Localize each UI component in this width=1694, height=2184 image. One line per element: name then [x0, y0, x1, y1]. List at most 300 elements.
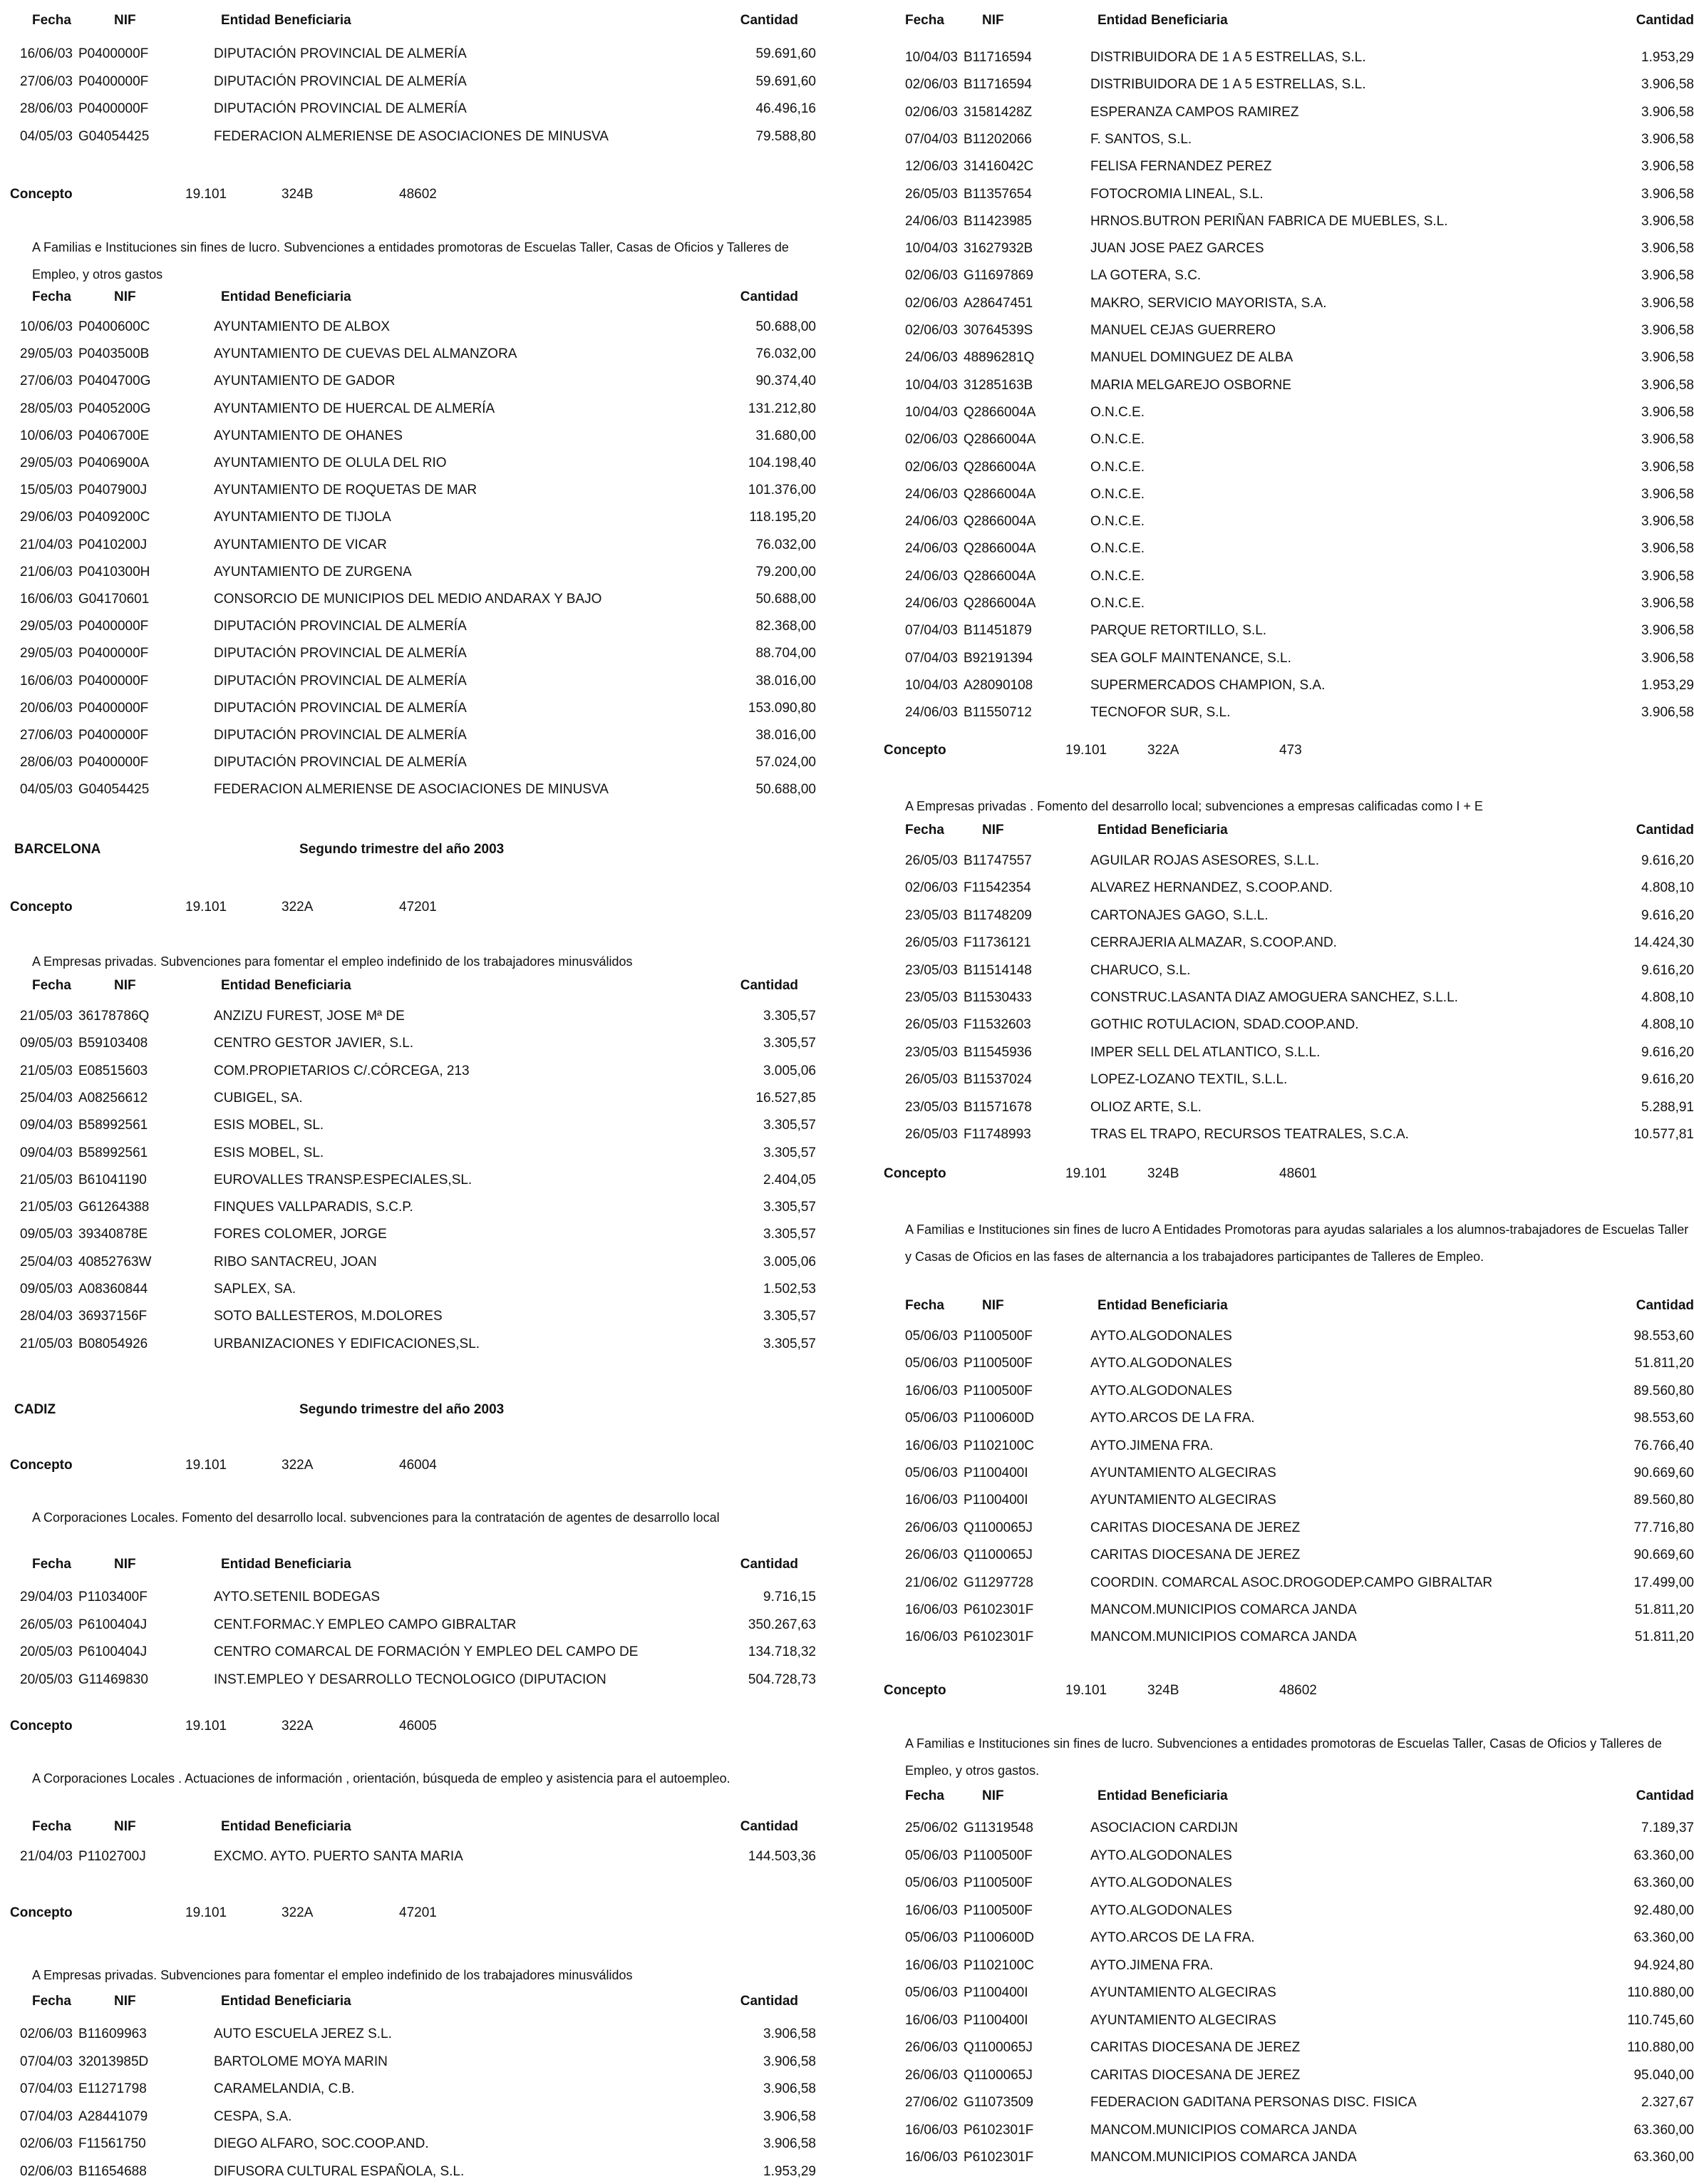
header-fecha: Fecha: [32, 289, 71, 304]
cell-nif: P0400000F: [78, 755, 149, 771]
cell-cantidad: 3.906,58: [1641, 131, 1694, 147]
cell-nif: F11542354: [964, 880, 1031, 896]
table-row: [884, 959, 1694, 983]
header-nif: NIF: [982, 823, 1004, 838]
cell-entidad: AYUNTAMIENTO DE ROQUETAS DE MAR: [214, 483, 477, 498]
cell-nif: B11514148: [964, 962, 1032, 978]
table-row: [884, 1461, 1694, 1485]
table-row: [884, 2091, 1694, 2115]
table-row: [0, 1613, 841, 1637]
cell-nif: P6100404J: [78, 1644, 148, 1659]
cell-fecha: 29/05/03: [20, 619, 73, 634]
concept-line: [0, 1453, 841, 1478]
header-entidad: Entidad Beneficiaria: [1098, 1298, 1228, 1313]
cell-cantidad: 3.906,58: [1641, 486, 1694, 502]
cell-fecha: 24/06/03: [905, 486, 958, 502]
table-row: [884, 931, 1694, 955]
cell-cantidad: 63.360,00: [1633, 1930, 1694, 1945]
cell-entidad: AYTO.ALGODONALES: [1090, 1356, 1232, 1371]
header-cantidad: Cantidad: [740, 13, 798, 28]
cell-nif: B11716594: [964, 50, 1032, 65]
cell-nif: 40852763W: [78, 1254, 152, 1269]
cell-fecha: 24/06/03: [905, 350, 958, 366]
cell-fecha: 15/05/03: [20, 483, 73, 498]
cell-fecha: 24/06/03: [905, 705, 958, 721]
cell-fecha: 21/06/03: [20, 564, 73, 580]
header-nif: NIF: [982, 1788, 1004, 1803]
cell-entidad: AYTO.ALGODONALES: [1090, 1875, 1232, 1890]
table-row: [884, 674, 1694, 698]
cell-cantidad: 131.212,80: [748, 401, 816, 416]
table-row: [0, 2105, 841, 2129]
cell-fecha: 02/06/03: [20, 2163, 73, 2179]
table-row: [884, 1816, 1694, 1840]
table-row: [884, 210, 1694, 234]
header-fecha: Fecha: [905, 1298, 944, 1313]
header-nif: NIF: [114, 978, 136, 993]
cell-nif: A08256612: [78, 1090, 148, 1106]
table-row: [0, 397, 841, 421]
cell-nif: B11202066: [964, 131, 1032, 147]
cell-cantidad: 4.808,10: [1641, 1017, 1694, 1033]
cell-nif: P1100500F: [964, 1356, 1033, 1371]
cell-cantidad: 10.577,81: [1633, 1127, 1694, 1142]
concept-program: 322A: [282, 1905, 314, 1920]
header-cantidad: Cantidad: [740, 978, 798, 993]
table-row: [884, 1871, 1694, 1895]
cell-fecha: 02/06/03: [905, 880, 958, 896]
cell-entidad: ESIS MOBEL, SL.: [214, 1118, 324, 1133]
table-row: [0, 533, 841, 557]
table-row: [884, 537, 1694, 561]
cell-nif: P6102301F: [964, 2150, 1034, 2165]
cell-entidad: DIPUTACIÓN PROVINCIAL DE ALMERÍA: [214, 728, 467, 743]
cell-fecha: 20/06/03: [20, 700, 73, 716]
cell-fecha: 02/06/03: [20, 2026, 73, 2041]
cell-cantidad: 90.669,60: [1633, 1466, 1694, 1480]
cell-entidad: O.N.C.E.: [1090, 514, 1145, 530]
cell-cantidad: 89.560,80: [1633, 1493, 1694, 1508]
header-entidad: Entidad Beneficiaria: [1098, 1788, 1228, 1803]
table-row: [884, 876, 1694, 900]
cell-nif: 36178786Q: [78, 1009, 150, 1024]
cell-nif: P1100400I: [964, 2012, 1028, 2028]
cell-fecha: 04/05/03: [20, 128, 73, 144]
concept-description: A Familias e Instituciones sin fines de lucro. Subvenciones a entidades promotoras de Escuelas Taller, Casas de Oficios y Talleres de Empleo, y otros gastos.: [905, 1736, 1662, 1778]
cell-fecha: 26/05/03: [905, 853, 958, 868]
concept-line: [884, 738, 1694, 763]
table-row: [0, 1845, 841, 1869]
table-row: [0, 70, 841, 94]
cell-fecha: 10/04/03: [905, 241, 958, 257]
cell-nif: B58992561: [78, 1145, 148, 1160]
cell-cantidad: 3.305,57: [763, 1118, 816, 1133]
header-cantidad: Cantidad: [740, 1819, 798, 1834]
cell-entidad: LOPEZ-LOZANO TEXTIL, S.L.L.: [1090, 1072, 1288, 1088]
table-header: [884, 9, 1694, 33]
cell-nif: B11747557: [964, 853, 1032, 868]
cell-entidad: AYUNTAMIENTO ALGECIRAS: [1090, 2012, 1276, 2028]
cell-fecha: 02/06/03: [905, 459, 958, 475]
cell-entidad: AYUNTAMIENTO DE HUERCAL DE ALMERÍA: [214, 401, 495, 416]
table-row: [884, 904, 1694, 928]
cell-entidad: CARTONAJES GAGO, S.L.L.: [1090, 907, 1269, 923]
cell-nif: 30764539S: [964, 323, 1033, 338]
cell-cantidad: 4.808,10: [1641, 990, 1694, 1005]
cell-nif: 48896281Q: [964, 350, 1035, 366]
header-cantidad: Cantidad: [1636, 823, 1694, 838]
table-row: [884, 483, 1694, 507]
cell-nif: 32013985D: [78, 2054, 149, 2069]
cell-cantidad: 3.005,06: [763, 1063, 816, 1078]
table-row: [884, 182, 1694, 207]
table-row: [0, 315, 841, 339]
cell-entidad: AYTO.JIMENA FRA.: [1090, 1957, 1214, 1973]
cell-nif: P6102301F: [964, 1629, 1034, 1645]
cell-cantidad: 1.953,29: [1641, 677, 1694, 693]
cell-nif: Q2866004A: [964, 541, 1036, 557]
cell-fecha: 05/06/03: [905, 1329, 958, 1344]
cell-nif: P0407900J: [78, 483, 148, 498]
cell-cantidad: 14.424,30: [1633, 935, 1694, 951]
cell-cantidad: 1.502,53: [763, 1282, 816, 1297]
cell-cantidad: 98.553,60: [1633, 1411, 1694, 1426]
concept-item: 46004: [399, 1458, 437, 1473]
cell-entidad: CERRAJERIA ALMAZAR, S.COOP.AND.: [1090, 935, 1337, 951]
table-row: [0, 1086, 841, 1111]
table-row: [0, 751, 841, 775]
cell-fecha: 16/06/03: [905, 1957, 958, 1973]
cell-fecha: 07/04/03: [905, 650, 958, 666]
cell-fecha: 21/06/02: [905, 1575, 958, 1590]
cell-cantidad: 134.718,32: [748, 1644, 816, 1659]
cell-nif: P0410300H: [78, 564, 150, 580]
cell-cantidad: 118.195,20: [749, 510, 816, 525]
cell-nif: B11550712: [964, 705, 1032, 721]
cell-cantidad: 50.688,00: [755, 319, 816, 334]
concept-label: Concepto: [10, 900, 73, 915]
table-row: [884, 565, 1694, 589]
concept-code: 19.101: [185, 1905, 227, 1920]
table-row: [884, 1041, 1694, 1065]
cell-cantidad: 9.616,20: [1641, 962, 1694, 978]
table-row: [884, 2118, 1694, 2143]
cell-nif: P0400000F: [78, 646, 149, 661]
concept-code: 19.101: [185, 1719, 227, 1734]
cell-entidad: TECNOFOR SUR, S.L.: [1090, 705, 1231, 721]
header-entidad: Entidad Beneficiaria: [221, 289, 351, 304]
cell-entidad: O.N.C.E.: [1090, 596, 1145, 611]
table-row: [884, 237, 1694, 261]
cell-cantidad: 3.906,58: [1641, 459, 1694, 475]
cell-nif: P0406900A: [78, 455, 150, 470]
table-row: [0, 2022, 841, 2046]
cell-fecha: 28/04/03: [20, 1309, 73, 1324]
cell-cantidad: 3.906,58: [763, 2108, 816, 2124]
table-header: [884, 1784, 1694, 1808]
table-header: [0, 9, 841, 33]
cell-cantidad: 9.616,20: [1641, 1072, 1694, 1088]
concept-line: [0, 1714, 841, 1739]
table-row: [884, 510, 1694, 534]
cell-cantidad: 1.953,29: [1641, 50, 1694, 65]
concept-item: 47201: [399, 900, 437, 915]
cell-cantidad: 101.376,00: [748, 483, 816, 498]
header-fecha: Fecha: [905, 13, 944, 28]
header-cantidad: Cantidad: [740, 1994, 798, 2009]
concept-code: 19.101: [1065, 1166, 1107, 1181]
cell-cantidad: 63.360,00: [1633, 2150, 1694, 2165]
cell-cantidad: 3.906,58: [763, 2136, 816, 2151]
cell-nif: P1100500F: [964, 1875, 1033, 1890]
cell-nif: G11073509: [964, 2095, 1033, 2110]
table-row: [0, 1004, 841, 1029]
header-fecha: Fecha: [32, 1819, 71, 1834]
table-header: [884, 1294, 1694, 1318]
cell-cantidad: 3.906,58: [1641, 350, 1694, 366]
cell-entidad: DIFUSORA CULTURAL ESPAÑOLA, S.L.: [214, 2163, 465, 2179]
cell-entidad: AYTO.ARCOS DE LA FRA.: [1090, 1411, 1255, 1426]
cell-cantidad: 3.906,58: [763, 2026, 816, 2041]
cell-nif: B08054926: [78, 1336, 148, 1351]
table-row: [884, 374, 1694, 398]
cell-fecha: 23/05/03: [905, 990, 958, 1005]
cell-fecha: 07/04/03: [905, 623, 958, 639]
cell-fecha: 16/06/03: [905, 1602, 958, 1617]
cell-entidad: CARAMELANDIA, C.B.: [214, 2081, 355, 2096]
concept-description: A Familias e Instituciones sin fines de lucro A Entidades Promotoras para ayudas salariales a los alumnos-trabajadores de Escuelas Taller y Casas de Oficios en las fases de alternancia a los trabajadores participantes de Talleres de Empleo.: [905, 1222, 1689, 1264]
cell-nif: P0406700E: [78, 428, 150, 443]
cell-entidad: IMPER SELL DEL ATLANTICO, S.L.L.: [1090, 1044, 1321, 1060]
concept-item: 46005: [399, 1719, 437, 1734]
cell-entidad: TRAS EL TRAPO, RECURSOS TEATRALES, S.C.A.: [1090, 1127, 1409, 1142]
cell-cantidad: 31.680,00: [755, 428, 816, 443]
cell-fecha: 16/06/03: [20, 46, 73, 61]
cell-nif: P1102700J: [78, 1849, 146, 1864]
table-row: [884, 401, 1694, 425]
cell-nif: P0400000F: [78, 728, 149, 743]
cell-fecha: 02/06/03: [905, 323, 958, 338]
header-entidad: Entidad Beneficiaria: [221, 13, 351, 28]
cell-cantidad: 79.588,80: [755, 128, 816, 144]
cell-cantidad: 95.040,00: [1633, 2067, 1694, 2083]
header-fecha: Fecha: [32, 978, 71, 993]
cell-nif: Q1100065J: [964, 1547, 1033, 1563]
cell-nif: P0400000F: [78, 101, 149, 116]
table-row: [884, 155, 1694, 179]
table-row: [884, 849, 1694, 873]
cell-fecha: 25/06/02: [905, 1820, 958, 1835]
cell-nif: 31581428Z: [964, 104, 1033, 120]
cell-fecha: 26/05/03: [905, 935, 958, 951]
cell-entidad: AYTO.ALGODONALES: [1090, 1383, 1232, 1399]
table-row: [0, 2050, 841, 2074]
concept-line: [0, 182, 841, 207]
cell-fecha: 16/06/03: [905, 1902, 958, 1918]
cell-fecha: 09/05/03: [20, 1036, 73, 1051]
cell-entidad: AYUNTAMIENTO DE ZURGENA: [214, 564, 412, 580]
cell-cantidad: 89.560,80: [1633, 1383, 1694, 1399]
table-row: [884, 2036, 1694, 2060]
cell-entidad: URBANIZACIONES Y EDIFICACIONES,SL.: [214, 1336, 480, 1351]
cell-cantidad: 59.691,60: [755, 73, 816, 89]
cell-entidad: CENT.FORMAC.Y EMPLEO CAMPO GIBRALTAR: [214, 1617, 517, 1632]
cell-entidad: GOTHIC ROTULACION, SDAD.COOP.AND.: [1090, 1017, 1359, 1033]
cell-entidad: ESIS MOBEL, SL.: [214, 1145, 324, 1160]
cell-fecha: 02/06/03: [905, 268, 958, 284]
cell-cantidad: 3.906,58: [1641, 213, 1694, 229]
cell-entidad: FOTOCROMIA LINEAL, S.L.: [1090, 186, 1264, 202]
cell-cantidad: 57.024,00: [755, 755, 816, 771]
header-entidad: Entidad Beneficiaria: [221, 1994, 351, 2009]
cell-entidad: AUTO ESCUELA JEREZ S.L.: [214, 2026, 392, 2041]
cell-entidad: SOTO BALLESTEROS, M.DOLORES: [214, 1309, 443, 1324]
table-row: [884, 46, 1694, 70]
cell-entidad: SUPERMERCADOS CHAMPION, S.A.: [1090, 677, 1326, 693]
cell-entidad: CARITAS DIOCESANA DE JEREZ: [1090, 2067, 1301, 2083]
table-row: [884, 1625, 1694, 1649]
concept-label: Concepto: [10, 187, 73, 202]
cell-nif: F11561750: [78, 2136, 146, 2151]
cell-entidad: COM.PROPIETARIOS C/.CÓRCEGA, 213: [214, 1063, 470, 1078]
concept-program: 324B: [282, 187, 314, 202]
concept-item: 48601: [1279, 1166, 1317, 1181]
table-header: [0, 974, 841, 998]
cell-entidad: CONSORCIO DE MUNICIPIOS DEL MEDIO ANDARAX Y BAJO: [214, 592, 602, 607]
cell-nif: G04054425: [78, 128, 150, 144]
cell-entidad: AYUNTAMIENTO ALGECIRAS: [1090, 1493, 1276, 1508]
concept-code: 19.101: [1065, 743, 1107, 758]
cell-fecha: 24/06/03: [905, 514, 958, 530]
cell-nif: B58992561: [78, 1118, 148, 1133]
cell-entidad: EUROVALLES TRANSP.ESPECIALES,SL.: [214, 1172, 472, 1188]
cell-cantidad: 2.327,67: [1641, 2095, 1694, 2110]
cell-entidad: CESPA, S.A.: [214, 2108, 292, 2124]
cell-nif: F11748993: [964, 1127, 1031, 1142]
cell-cantidad: 3.305,57: [763, 1145, 816, 1160]
cell-entidad: FORES COLOMER, JORGE: [214, 1227, 387, 1242]
cell-cantidad: 3.906,58: [1641, 77, 1694, 93]
cell-entidad: ALVAREZ HERNANDEZ, S.COOP.AND.: [1090, 880, 1333, 896]
cell-fecha: 23/05/03: [905, 1044, 958, 1060]
concept-line: [884, 1162, 1694, 1186]
cell-entidad: CARITAS DIOCESANA DE JEREZ: [1090, 1547, 1301, 1563]
cell-cantidad: 3.005,06: [763, 1254, 816, 1269]
cell-fecha: 05/06/03: [905, 1985, 958, 2000]
cell-entidad: FELISA FERNANDEZ PEREZ: [1090, 159, 1272, 175]
cell-entidad: DIPUTACIÓN PROVINCIAL DE ALMERÍA: [214, 101, 467, 116]
table-row: [884, 1516, 1694, 1540]
cell-entidad: LA GOTERA, S.C.: [1090, 268, 1202, 284]
concept-line: [884, 1679, 1694, 1703]
header-nif: NIF: [114, 1557, 136, 1572]
cell-nif: B11451879: [964, 623, 1032, 639]
table-row: [0, 97, 841, 121]
cell-nif: G11297728: [964, 1575, 1033, 1590]
cell-cantidad: 17.499,00: [1633, 1575, 1694, 1590]
table-row: [0, 42, 841, 66]
cell-cantidad: 110.745,60: [1627, 2012, 1694, 2028]
cell-cantidad: 104.198,40: [748, 455, 816, 470]
cell-cantidad: 94.924,80: [1633, 1957, 1694, 1973]
cell-fecha: 26/06/03: [905, 2040, 958, 2055]
table-row: [884, 592, 1694, 616]
cell-nif: P6102301F: [964, 2122, 1034, 2138]
concept-description: A Corporaciones Locales . Actuaciones de información , orientación, búsqueda de empleo y asistencia para el autoempleo.: [32, 1771, 730, 1786]
cell-fecha: 09/04/03: [20, 1145, 73, 1160]
table-row: [0, 1250, 841, 1274]
table-row: [884, 128, 1694, 152]
cell-nif: P0409200C: [78, 510, 150, 525]
cell-nif: G04170601: [78, 592, 150, 607]
table-header: [0, 1989, 841, 2014]
table-row: [0, 1668, 841, 1692]
cell-nif: Q2866004A: [964, 596, 1036, 611]
cell-fecha: 27/06/02: [905, 2095, 958, 2110]
cell-nif: P1100400I: [964, 1466, 1028, 1480]
cell-nif: P1100400I: [964, 1493, 1028, 1508]
cell-fecha: 04/05/03: [20, 782, 73, 798]
cell-cantidad: 3.305,57: [763, 1227, 816, 1242]
table-row: [0, 1031, 841, 1056]
cell-entidad: CUBIGEL, SA.: [214, 1090, 303, 1106]
table-row: [0, 2132, 841, 2156]
concept-label: Concepto: [10, 1719, 73, 1734]
cell-cantidad: 3.906,58: [1641, 104, 1694, 120]
region-heading: [0, 1398, 841, 1422]
table-row: [884, 1488, 1694, 1513]
cell-fecha: 05/06/03: [905, 1411, 958, 1426]
table-row: [884, 1324, 1694, 1349]
cell-nif: 39340878E: [78, 1227, 148, 1242]
cell-fecha: 26/06/03: [905, 1547, 958, 1563]
cell-cantidad: 63.360,00: [1633, 2122, 1694, 2138]
cell-entidad: AYUNTAMIENTO ALGECIRAS: [1090, 1466, 1276, 1480]
cell-entidad: SAPLEX, SA.: [214, 1282, 296, 1297]
cell-nif: 36937156F: [78, 1309, 148, 1324]
cell-nif: G11469830: [78, 1672, 148, 1687]
concept-description: A Empresas privadas . Fomento del desarrollo local; subvenciones a empresas calificadas como I + E: [905, 799, 1483, 813]
cell-nif: P1100600D: [964, 1411, 1034, 1426]
cell-nif: Q2866004A: [964, 459, 1036, 475]
cell-entidad: INST.EMPLEO Y DESARROLLO TECNOLOGICO (DIPUTACION: [214, 1672, 606, 1687]
cell-fecha: 21/05/03: [20, 1063, 73, 1078]
cell-cantidad: 504.728,73: [748, 1672, 816, 1687]
header-entidad: Entidad Beneficiaria: [1098, 13, 1228, 28]
cell-fecha: 05/06/03: [905, 1848, 958, 1863]
cell-nif: P0403500B: [78, 346, 150, 362]
cell-cantidad: 7.189,37: [1641, 1820, 1694, 1835]
table-row: [884, 1598, 1694, 1622]
cell-nif: P1102100C: [964, 1957, 1034, 1973]
header-nif: NIF: [982, 13, 1004, 28]
table-row: [884, 455, 1694, 480]
table-row: [0, 669, 841, 694]
table-header: [884, 818, 1694, 843]
table-row: [884, 1123, 1694, 1147]
cell-fecha: 29/05/03: [20, 646, 73, 661]
cell-cantidad: 350.267,63: [748, 1617, 816, 1632]
cell-entidad: DISTRIBUIDORA DE 1 A 5 ESTRELLAS, S.L.: [1090, 77, 1366, 93]
table-row: [884, 1926, 1694, 1950]
cell-entidad: AYTO.ALGODONALES: [1090, 1902, 1232, 1918]
cell-entidad: F. SANTOS, S.L.: [1090, 131, 1192, 147]
cell-entidad: MANCOM.MUNICIPIOS COMARCA JANDA: [1090, 2122, 1357, 2138]
cell-entidad: PARQUE RETORTILLO, S.L.: [1090, 623, 1267, 639]
cell-entidad: AYTO.ALGODONALES: [1090, 1848, 1232, 1863]
cell-cantidad: 63.360,00: [1633, 1848, 1694, 1863]
table-row: [884, 1844, 1694, 1868]
